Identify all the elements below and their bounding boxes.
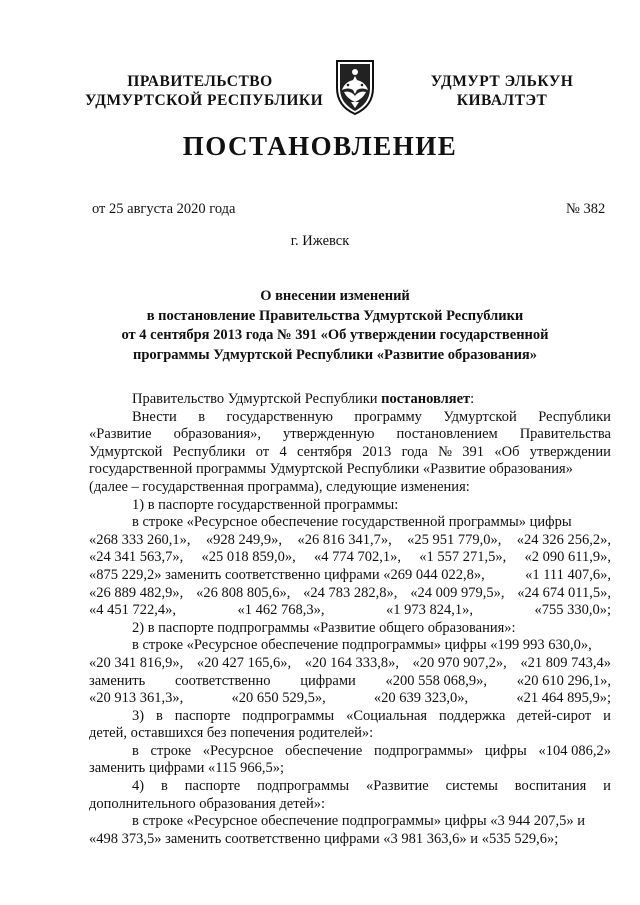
body-word: от [255, 443, 270, 460]
body-word: «20 164 333,8», [304, 654, 399, 671]
body-word: Республики [172, 443, 246, 460]
body-line [89, 426, 611, 444]
document-city: г. Ижевск [290, 233, 350, 249]
body-line [89, 532, 611, 550]
body-word: сентября [297, 443, 352, 460]
body-word: Удмуртской [443, 408, 517, 425]
body-word: «498 373,5» заменить соответственно цифрами «3 981 363,6» и «535 529,6»; [89, 830, 559, 847]
body-word: «20 341 816,9», [89, 654, 184, 671]
body-word: образования», [173, 426, 261, 443]
subject-line: от 4 сентября 2013 года № 391 «Об утверждении государственной [121, 327, 549, 343]
body-word: государственной программы Удмуртской Республики «Развитие образования» [89, 461, 573, 478]
body-word: № [438, 443, 452, 460]
body-word: «Социальная [346, 707, 428, 724]
body-word: утвержденную [283, 426, 375, 443]
body-word: воспитания [514, 778, 587, 795]
body-word: подпрограммы [242, 707, 335, 724]
body-word: 4 [279, 443, 287, 460]
body-word: Внести [132, 408, 177, 425]
document-date: от 25 августа 2020 года [92, 201, 236, 217]
body-word: «875 229,2» заменить соответственно цифрами «269 044 022,8», [89, 566, 485, 583]
document-number: № 382 [566, 201, 606, 217]
body-word: заменить цифрами «115 966,5»; [89, 760, 285, 777]
body-line [89, 796, 611, 814]
body-word: в [132, 742, 139, 759]
body-word: в [198, 408, 206, 425]
body-word: «25 018 859,0», [201, 549, 296, 566]
intro-keyword: постановляет [381, 391, 471, 407]
body-word: «1 973 824,1», [385, 602, 473, 619]
body-word: «26 889 482,9», [89, 584, 184, 601]
body-word: «1 462 768,3», [237, 602, 325, 619]
body-word: «1 111 407,6», [525, 566, 611, 583]
body-word: дополнительного образования детей»: [89, 795, 326, 812]
body-word: и [603, 778, 611, 795]
body-word: государственную [226, 408, 333, 425]
body-word: «20 650 529,5», [231, 690, 326, 707]
body-word: «20 610 296,1», [516, 672, 611, 689]
body-word: 2013 [362, 443, 392, 460]
body-word: в [156, 707, 163, 724]
body-word: «Об [494, 443, 520, 460]
body-word: «21 809 743,4» [520, 654, 611, 671]
body-word: «25 951 779,0», [407, 531, 502, 548]
header-right-organization [422, 72, 582, 110]
body-line [89, 585, 611, 603]
body-line [89, 690, 611, 708]
body-word: Правительства [519, 426, 611, 443]
intro-suffix: : [470, 391, 475, 407]
body-word: 4) [132, 778, 145, 795]
body-word: «26 816 341,7», [297, 531, 392, 548]
header-left-line: ПРАВИТЕЛЬСТВО [127, 73, 273, 90]
body-line [89, 620, 611, 638]
body-word: 2) в паспорте подпрограммы «Развитие общего образования»: [132, 619, 516, 636]
body-line [89, 479, 611, 497]
body-word: «Развитие [89, 426, 152, 443]
body-word: «2 090 611,9», [524, 549, 611, 566]
body-line [89, 743, 611, 761]
body-word: 3) [132, 707, 145, 724]
body-word: цифрами [300, 672, 356, 689]
coat-of-arms-icon [331, 58, 379, 116]
body-word: паспорте [174, 707, 231, 724]
body-word: «26 808 805,6», [196, 584, 291, 601]
body-word: «4 774 702,1», [314, 549, 401, 566]
header-right-line: УДМУРТ ЭЛЬКУН [430, 73, 574, 90]
body-line [89, 760, 611, 778]
body-word: Удмуртской [89, 443, 163, 460]
body-word: цифры [484, 742, 527, 759]
body-word: «268 333 260,1», [89, 531, 191, 548]
body-word: строке [150, 742, 192, 759]
body-word: «104 086,2» [538, 742, 611, 759]
body-word: года [401, 443, 428, 460]
body-word: утверждении [529, 443, 611, 460]
body-line [89, 602, 611, 620]
subject-line: программы Удмуртской Республики «Развитие образования» [132, 346, 538, 363]
body-word: в [161, 778, 168, 795]
body-word: «928 249,9», [205, 531, 283, 548]
body-word: соответственно [174, 672, 271, 689]
body-line [89, 461, 611, 479]
body-word: программу [354, 408, 422, 425]
body-line [89, 708, 611, 726]
body-word: паспорте [184, 778, 241, 795]
body-line [89, 514, 611, 532]
subject-line: в постановление Правительства Удмуртской Республики [146, 307, 524, 324]
body-word: в строке «Ресурсное обеспечение государственной программы» цифры [132, 514, 572, 531]
body-intro [89, 391, 611, 409]
body-word: «20 913 361,3», [89, 690, 184, 707]
body-word: «24 341 563,7», [89, 549, 184, 566]
body-word: детей, оставшихся без попечения родителей»: [89, 725, 374, 742]
body-word: «21 464 895,9»; [516, 690, 611, 707]
body-line [89, 549, 611, 567]
intro-prefix: Правительство Удмуртской Республики [132, 391, 382, 407]
body-word: в строке «Ресурсное обеспечение подпрограммы» цифры «3 944 207,5» и [132, 813, 585, 830]
body-word: «24 783 282,8», [303, 584, 398, 601]
body-word: 1) в паспорте государственной программы: [132, 496, 399, 513]
body-word: поддержка [438, 707, 506, 724]
body-word: «Ресурсное [202, 742, 274, 759]
body-line [89, 673, 611, 691]
body-word: и [603, 707, 611, 724]
body-word: «20 427 165,6», [196, 654, 292, 671]
body-word: «755 330,0»; [534, 602, 611, 619]
body-word: в строке «Ресурсное обеспечение подпрограммы» цифры «199 993 630,0», [132, 637, 592, 654]
body-line [89, 409, 611, 427]
body-line [89, 725, 611, 743]
body-word: «1 557 271,5», [419, 549, 507, 566]
body-word: «200 558 068,9», [385, 672, 487, 689]
body-word: подпрограммы» [373, 742, 474, 759]
body-line [89, 567, 611, 585]
header-left-line: УДМУРТСКОЙ РЕСПУБЛИКИ [85, 92, 324, 109]
body-word: «Развитие [366, 778, 429, 795]
body-word: «24 326 256,2», [516, 531, 611, 548]
body-word: «4 451 722,4», [89, 602, 176, 619]
body-word: 391 [462, 443, 485, 460]
header-right-line: КИВАЛТЭТ [456, 92, 548, 109]
body-word: подпрограммы [257, 778, 350, 795]
body-line [89, 497, 611, 515]
body-line [89, 655, 611, 673]
body-word: заменить [89, 672, 146, 689]
body-word: детей-сирот [517, 707, 592, 724]
body-line [89, 444, 611, 462]
body-line [89, 778, 611, 796]
body-word: обеспечение [285, 742, 363, 759]
body-word: системы [445, 778, 498, 795]
body-lines [89, 409, 611, 849]
body-word: «20 970 907,2», [412, 654, 507, 671]
body-line [89, 831, 611, 849]
body-line [89, 813, 611, 831]
header-left-organization [85, 72, 324, 110]
body-word: Республики [538, 408, 611, 425]
body-word: (далее – государственная программа), следующие изменения: [89, 478, 470, 495]
subject-line: О внесении изменений [260, 288, 410, 304]
body-word: «20 639 323,0», [373, 690, 469, 707]
body-line [89, 637, 611, 655]
body-word: постановлением [396, 426, 498, 443]
document-body [89, 391, 611, 848]
document-subject [80, 287, 590, 365]
body-word: «24 674 011,5», [517, 584, 611, 601]
body-word: «24 009 979,5», [410, 584, 505, 601]
document-title: ПОСТАНОВЛЕНИЕ [182, 131, 458, 161]
